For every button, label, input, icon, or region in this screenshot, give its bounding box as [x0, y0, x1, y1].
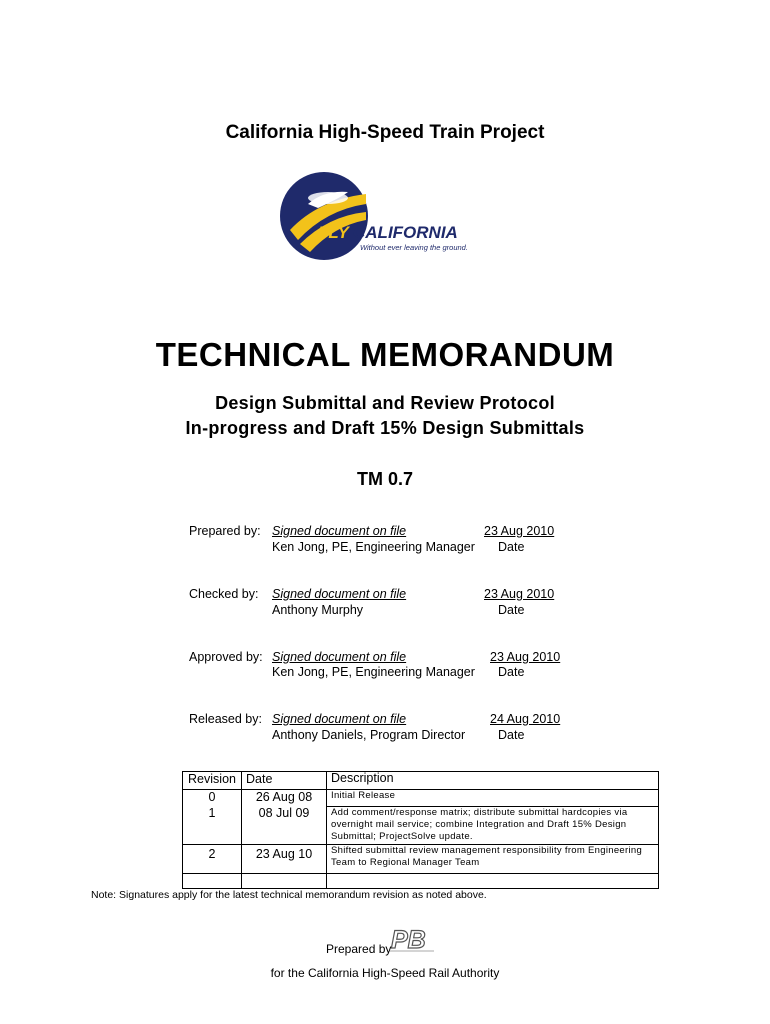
table-row	[183, 790, 659, 807]
prepared-date: 23 Aug 2010	[484, 524, 555, 538]
checked-date: 23 Aug 2010	[484, 587, 555, 601]
approved-date: 23 Aug 2010	[490, 650, 561, 664]
empty-cell	[327, 874, 659, 889]
svg-text:PB: PB	[391, 926, 426, 954]
checked-date-caption: Date	[498, 603, 525, 617]
table-row-empty	[183, 874, 659, 889]
footer-authority: for the California High-Speed Rail Authority	[270, 966, 500, 980]
revision-table	[182, 771, 659, 889]
released-date: 24 Aug 2010	[490, 712, 561, 726]
checked-by-label: Checked by:	[189, 587, 259, 601]
header-revision: Revision	[183, 772, 242, 790]
released-date-caption: Date	[498, 728, 525, 742]
table-row	[183, 845, 659, 874]
footer-prepared-by: Prepared by	[326, 942, 392, 956]
revision-cell: 2	[183, 845, 242, 874]
date-cell: 08 Jul 09	[242, 806, 327, 845]
revision-cell: 0	[183, 790, 242, 807]
date-cell: 26 Aug 08	[242, 790, 327, 807]
revision-cell: 1	[183, 806, 242, 845]
description-cell: Shifted submittal review management responsibility from Engineering Team to Regional Manager Team	[327, 845, 659, 874]
approved-signature: Signed document on file	[272, 650, 407, 664]
pb-logo	[390, 925, 434, 955]
table-row	[183, 806, 659, 845]
memo-subtitle-line1: Design Submittal and Review Protocol	[215, 393, 555, 413]
memo-subtitle-line2: In-progress and Draft 15% Design Submittals	[185, 418, 585, 438]
checked-signature: Signed document on file	[272, 587, 407, 601]
released-name: Anthony Daniels, Program Director	[272, 728, 466, 742]
date-cell: 23 Aug 10	[242, 845, 327, 874]
description-cell: Initial Release	[327, 790, 659, 807]
approved-name: Ken Jong, PE, Engineering Manager	[272, 665, 475, 679]
checked-name: Anthony Murphy	[272, 603, 364, 617]
signature-note: Note: Signatures apply for the latest technical memorandum revision as noted above.	[91, 889, 487, 901]
empty-cell	[242, 874, 327, 889]
project-title: California High-Speed Train Project	[225, 122, 545, 143]
prepared-signature: Signed document on file	[272, 524, 407, 538]
fly-california-logo	[278, 170, 493, 262]
header-date: Date	[242, 772, 327, 790]
prepared-name: Ken Jong, PE, Engineering Manager	[272, 540, 475, 554]
released-signature: Signed document on file	[272, 712, 407, 726]
tm-number: TM 0.7	[356, 469, 413, 489]
prepared-date-caption: Date	[498, 540, 525, 554]
svg-text:CALIFORNIA: CALIFORNIA	[353, 223, 458, 242]
table-header-row	[183, 772, 659, 790]
prepared-by-label: Prepared by:	[189, 524, 261, 538]
svg-text:FLY: FLY	[318, 223, 349, 242]
description-cell: Add comment/response matrix; distribute submittal hardcopies via overnight mail service; combine Integration and Draft 15% Design Submittal; ProjectSolve update.	[327, 806, 659, 845]
approved-date-caption: Date	[498, 665, 525, 679]
header-description: Description	[327, 772, 659, 790]
empty-cell	[183, 874, 242, 889]
released-by-label: Released by:	[189, 712, 262, 726]
approved-by-label: Approved by:	[189, 650, 263, 664]
memo-title: TECHNICAL MEMORANDUM	[155, 336, 615, 373]
svg-text:Without ever leaving the groun: Without ever leaving the ground.	[360, 243, 468, 252]
